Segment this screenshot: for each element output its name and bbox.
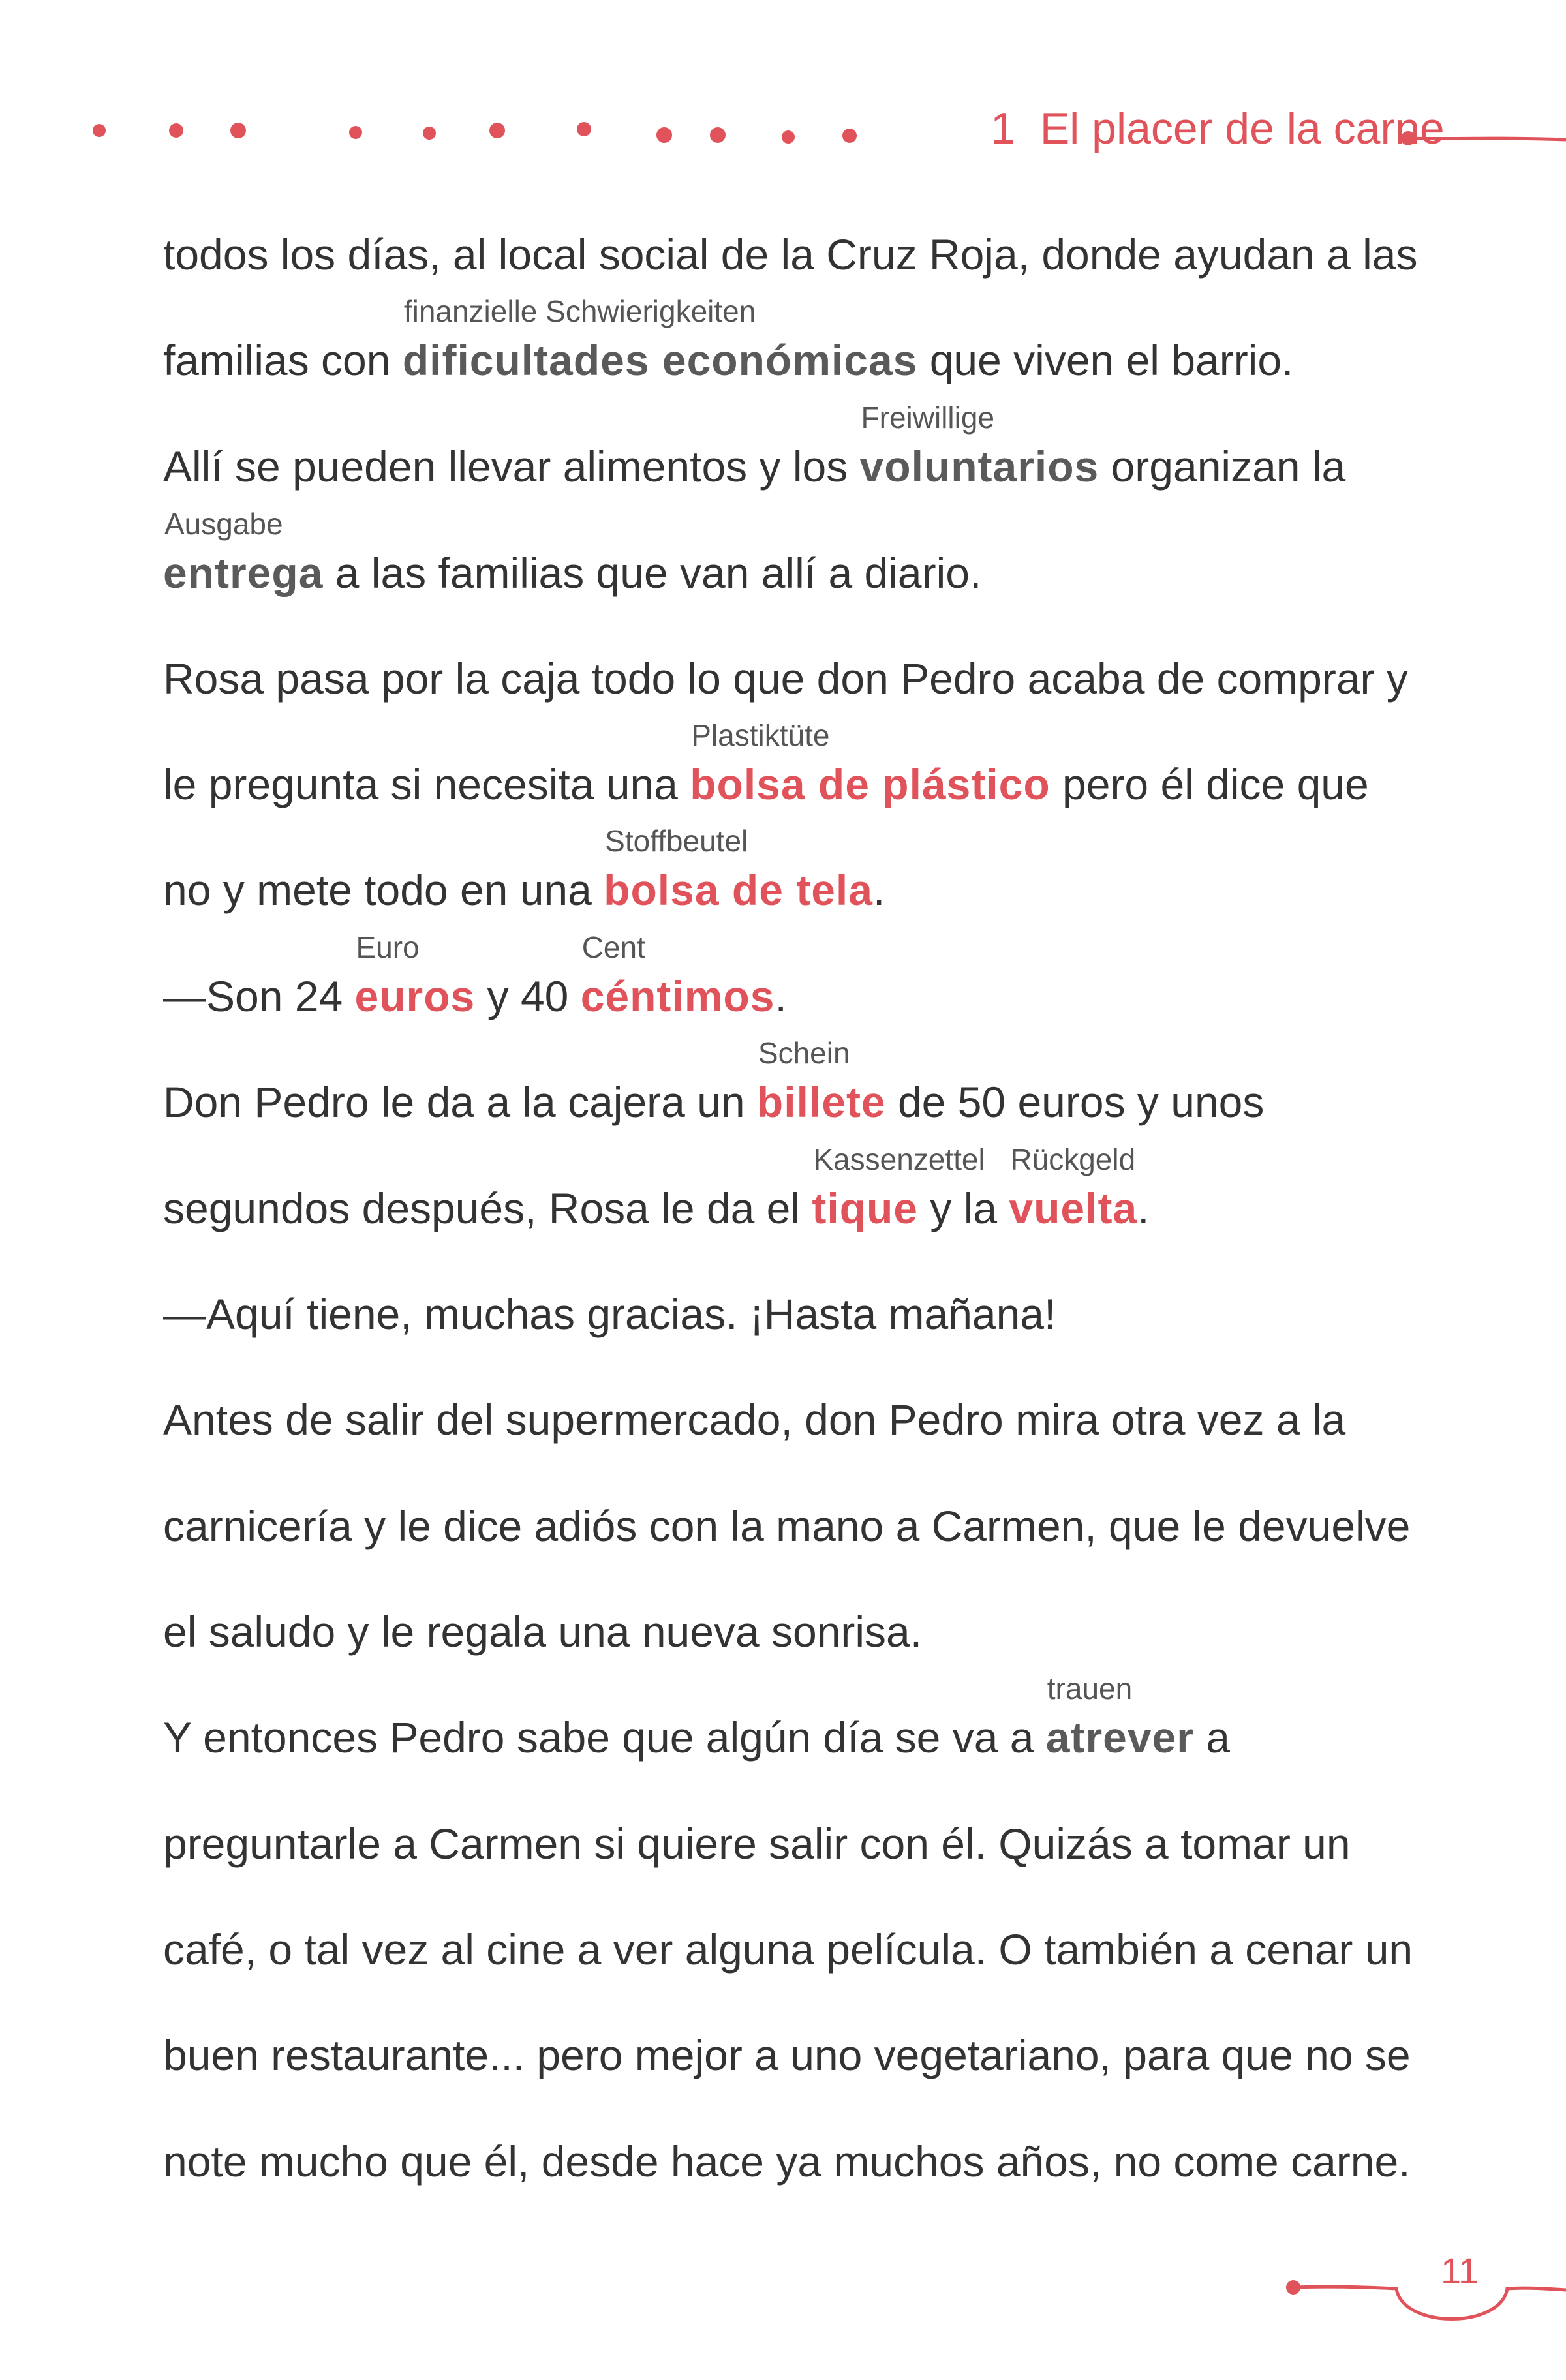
vocab-term: Plastiktüte bolsa de plástico <box>690 718 1051 808</box>
vocab-term: Freiwillige voluntarios <box>859 401 1099 491</box>
vocab-gloss: Kassenzettel <box>813 1142 985 1176</box>
text-line: Y entonces Pedro sabe que algún día se va a trauen atrever a <box>163 1711 1230 1763</box>
page-number: 11 <box>1441 2250 1479 2291</box>
chapter-title: El placer de la carne <box>1039 104 1445 153</box>
text-line: note mucho que él, desde hace ya muchos años, no come carne. <box>163 2137 1411 2186</box>
text-line: buen restaurante... pero mejor a uno vegetariano, para que no se <box>163 2031 1411 2079</box>
vocab-term: Stoffbeutel bolsa de tela <box>604 824 873 914</box>
text-line: todos los días, al local social de la Cruz Roja, donde ayudan a las <box>163 230 1418 279</box>
vocab-term: Kassenzettel tique <box>812 1142 985 1232</box>
vocab-gloss: Stoffbeutel <box>605 824 748 858</box>
vocab-gloss: trauen <box>1047 1671 1133 1705</box>
vocab-gloss: finanzielle Schwierigkeiten <box>403 294 756 328</box>
vocab-gloss: Freiwillige <box>861 401 995 435</box>
vocab-gloss: Ausgabe <box>164 507 283 541</box>
text-line: —Son 24 Euro euros y 40 Cent céntimos. <box>163 970 787 1022</box>
vocab-gloss: Schein <box>758 1036 850 1070</box>
text-line: le pregunta si necesita una Plastiktüte bolsa de plástico pero él dice que <box>163 758 1369 810</box>
header-dots <box>93 122 857 144</box>
text-line: —Aquí tiene, muchas gracias. ¡Hasta mañana! <box>163 1290 1056 1338</box>
vocab-gloss: Euro <box>356 930 420 964</box>
text-line: Rosa pasa por la caja todo lo que don Pedro acaba de comprar y <box>163 654 1408 703</box>
vocab-term: Euro euros <box>354 930 476 1020</box>
text-line: Don Pedro le da a la cajera un Schein billete de 50 euros y unos <box>163 1076 1264 1128</box>
text-line: el saludo y le regala una nueva sonrisa. <box>163 1608 923 1656</box>
vocab-term: Rückgeld vuelta <box>1009 1142 1138 1232</box>
chapter-heading <box>990 103 1445 175</box>
text-line: Ausgabe entrega a las familias que van allí a diario. <box>163 547 981 599</box>
text-line: segundos después, Rosa le da el Kassenzettel tique y la Rückgeld vuelta. <box>163 1182 1150 1234</box>
vocab-gloss: Cent <box>581 930 645 964</box>
text-line: no y mete todo en una Stoffbeutel bolsa de tela. <box>163 864 885 916</box>
vocab-term: finanzielle Schwierigkeiten dificultades económicas <box>402 294 918 384</box>
text-line: café, o tal vez al cine a ver alguna película. O también a cenar un <box>163 1925 1413 1974</box>
chapter-number: 1 <box>990 104 1015 153</box>
vocab-term: trauen atrever <box>1045 1671 1194 1762</box>
vocab-term: Ausgabe entrega <box>163 507 324 597</box>
text-line: Allí se pueden llevar alimentos y los Freiwillige voluntarios organizan la <box>163 440 1345 493</box>
vocab-term: Cent céntimos <box>580 930 775 1020</box>
text-line: Antes de salir del supermercado, don Pedro mira otra vez a la <box>163 1396 1346 1444</box>
footer-decoration <box>0 2231 1566 2380</box>
vocab-gloss: Rückgeld <box>1010 1142 1136 1176</box>
vocab-gloss: Plastiktüte <box>691 718 830 752</box>
text-line: familias con finanzielle Schwierigkeiten dificultades económicas que viven el barrio. <box>163 334 1293 386</box>
text-line: preguntarle a Carmen si quiere salir con él. Quizás a tomar un <box>163 1820 1351 1868</box>
text-line: carnicería y le dice adiós con la mano a Carmen, que le devuelve <box>163 1502 1411 1550</box>
vocab-term: Schein billete <box>756 1036 886 1126</box>
